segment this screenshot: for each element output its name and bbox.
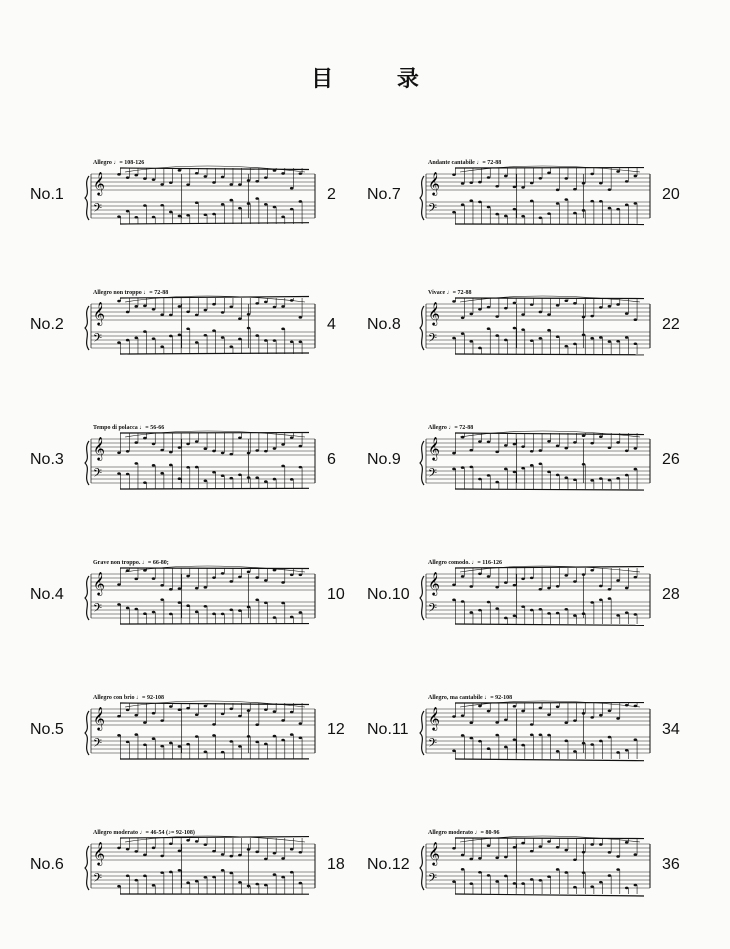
- contents-entry[interactable]: [367, 160, 690, 230]
- contents-entry[interactable]: [367, 830, 690, 900]
- piece-number: No.5: [30, 721, 64, 738]
- staff-brace: [85, 306, 89, 350]
- page-number: 34: [662, 721, 680, 738]
- music-incipit: [85, 706, 315, 761]
- contents-entry[interactable]: [30, 160, 355, 230]
- treble-clef-icon: 𝄞: [93, 436, 105, 460]
- tempo-marking: Vivace ♩= 72-88: [428, 290, 472, 296]
- tempo-marking: Andante cantabile ♩= 72-88: [428, 160, 502, 166]
- contents-entry[interactable]: [30, 425, 355, 495]
- page-number: 18: [327, 856, 345, 873]
- staff-brace: [420, 441, 424, 485]
- treble-clef-icon: 𝄞: [428, 436, 440, 460]
- music-incipit: [85, 841, 315, 896]
- bass-clef-icon: 𝄢: [428, 202, 438, 218]
- page-number: 36: [662, 856, 680, 873]
- piece-number: No.9: [367, 451, 401, 468]
- piece-number: No.10: [367, 586, 410, 603]
- page-number: 28: [662, 586, 680, 603]
- staff-brace: [420, 711, 424, 755]
- bass-clef-icon: 𝄢: [428, 467, 438, 483]
- music-incipit: [85, 301, 315, 356]
- treble-clef-icon: 𝄞: [93, 301, 105, 325]
- tempo-marking: Allegro con brio ♩= 92-108: [93, 695, 164, 701]
- tempo-marking: Allegro moderato ♩= 80-96: [428, 830, 500, 836]
- staff-brace: [85, 711, 89, 755]
- page-number: 10: [327, 586, 345, 603]
- contents-entry[interactable]: [367, 695, 690, 765]
- music-incipit: [420, 171, 650, 226]
- contents-entry[interactable]: [30, 830, 355, 900]
- notation-excerpt: [117, 566, 309, 624]
- bass-clef-icon: 𝄢: [428, 872, 438, 888]
- page-number: 4: [327, 316, 336, 333]
- bass-clef-icon: 𝄢: [428, 737, 438, 753]
- page-number: 6: [327, 451, 336, 468]
- notation-excerpt: [452, 431, 644, 490]
- page-title: 目 录: [311, 66, 447, 92]
- page-number: 26: [662, 451, 680, 468]
- notation-excerpt: [452, 701, 644, 761]
- page-number: 12: [327, 721, 345, 738]
- bass-clef-icon: 𝄢: [428, 332, 438, 348]
- bass-clef-icon: 𝄢: [428, 602, 438, 618]
- piece-number: No.1: [30, 186, 64, 203]
- contents-entry[interactable]: [367, 290, 690, 360]
- tempo-marking: Allegro ♩= 72-88: [428, 425, 474, 431]
- piece-number: No.7: [367, 186, 401, 203]
- staff-brace: [420, 176, 424, 220]
- contents-entry[interactable]: [367, 425, 690, 495]
- treble-clef-icon: 𝄞: [428, 706, 440, 730]
- bass-clef-icon: 𝄢: [93, 737, 103, 753]
- music-incipit: [420, 436, 650, 491]
- page-number: 20: [662, 186, 680, 203]
- treble-clef-icon: 𝄞: [93, 841, 105, 865]
- tempo-marking: Allegro comodo. ♩= 116-126: [428, 560, 502, 566]
- tempo-marking: Allegro, ma cantabile ♩= 92-108: [428, 695, 513, 701]
- piece-number: No.4: [30, 586, 64, 603]
- staff-brace: [85, 441, 89, 485]
- bass-clef-icon: 𝄢: [93, 467, 103, 483]
- page-number: 22: [662, 316, 680, 333]
- notation-excerpt: [117, 296, 309, 354]
- notation-excerpt: [452, 166, 644, 224]
- notation-excerpt: [117, 836, 309, 894]
- treble-clef-icon: 𝄞: [428, 841, 440, 865]
- treble-clef-icon: 𝄞: [428, 301, 440, 325]
- staff-brace: [85, 176, 89, 220]
- tempo-marking: Grave non troppo. ♩= 66-80;: [93, 560, 169, 566]
- notation-excerpt: [452, 296, 644, 355]
- bass-clef-icon: 𝄢: [93, 202, 103, 218]
- contents-entry[interactable]: [30, 290, 355, 360]
- notation-excerpt: [117, 166, 309, 224]
- bass-clef-icon: 𝄢: [93, 872, 103, 888]
- music-incipit: [85, 436, 315, 491]
- music-incipit: [85, 171, 315, 226]
- contents-entry[interactable]: [30, 560, 355, 630]
- treble-clef-icon: 𝄞: [93, 706, 105, 730]
- bass-clef-icon: 𝄢: [93, 332, 103, 348]
- tempo-marking: Tempo di polacca ♩= 56-66: [93, 425, 165, 431]
- contents-entry[interactable]: [367, 560, 690, 630]
- music-incipit: [420, 706, 650, 761]
- notation-excerpt: [117, 431, 309, 489]
- piece-number: No.3: [30, 451, 64, 468]
- notation-excerpt: [452, 566, 644, 625]
- piece-number: No.12: [367, 856, 410, 873]
- page-number: 2: [327, 186, 336, 203]
- tempo-marking: Allegro moderato ♩= 46-54 (♪= 92-108): [93, 830, 195, 836]
- staff-brace: [85, 846, 89, 890]
- music-incipit: [420, 841, 650, 896]
- music-incipit: [85, 571, 315, 626]
- piece-number: No.2: [30, 316, 64, 333]
- notation-excerpt: [452, 836, 644, 896]
- staff-brace: [85, 576, 89, 620]
- contents-entry[interactable]: [30, 695, 355, 765]
- treble-clef-icon: 𝄞: [93, 171, 105, 195]
- music-incipit: [420, 571, 650, 626]
- treble-clef-icon: 𝄞: [428, 571, 440, 595]
- piece-number: No.11: [367, 721, 409, 738]
- piece-number: No.8: [367, 316, 401, 333]
- treble-clef-icon: 𝄞: [93, 571, 105, 595]
- bass-clef-icon: 𝄢: [93, 602, 103, 618]
- tempo-marking: Allegro non troppo ♩= 72-88: [93, 290, 169, 296]
- notation-excerpt: [117, 701, 309, 759]
- tempo-marking: Allegro ♩= 108-126: [93, 160, 145, 166]
- piece-number: No.6: [30, 856, 64, 873]
- staff-brace: [420, 306, 424, 350]
- music-incipit: [420, 301, 650, 356]
- treble-clef-icon: 𝄞: [428, 171, 440, 195]
- staff-brace: [420, 576, 424, 620]
- staff-brace: [420, 846, 424, 890]
